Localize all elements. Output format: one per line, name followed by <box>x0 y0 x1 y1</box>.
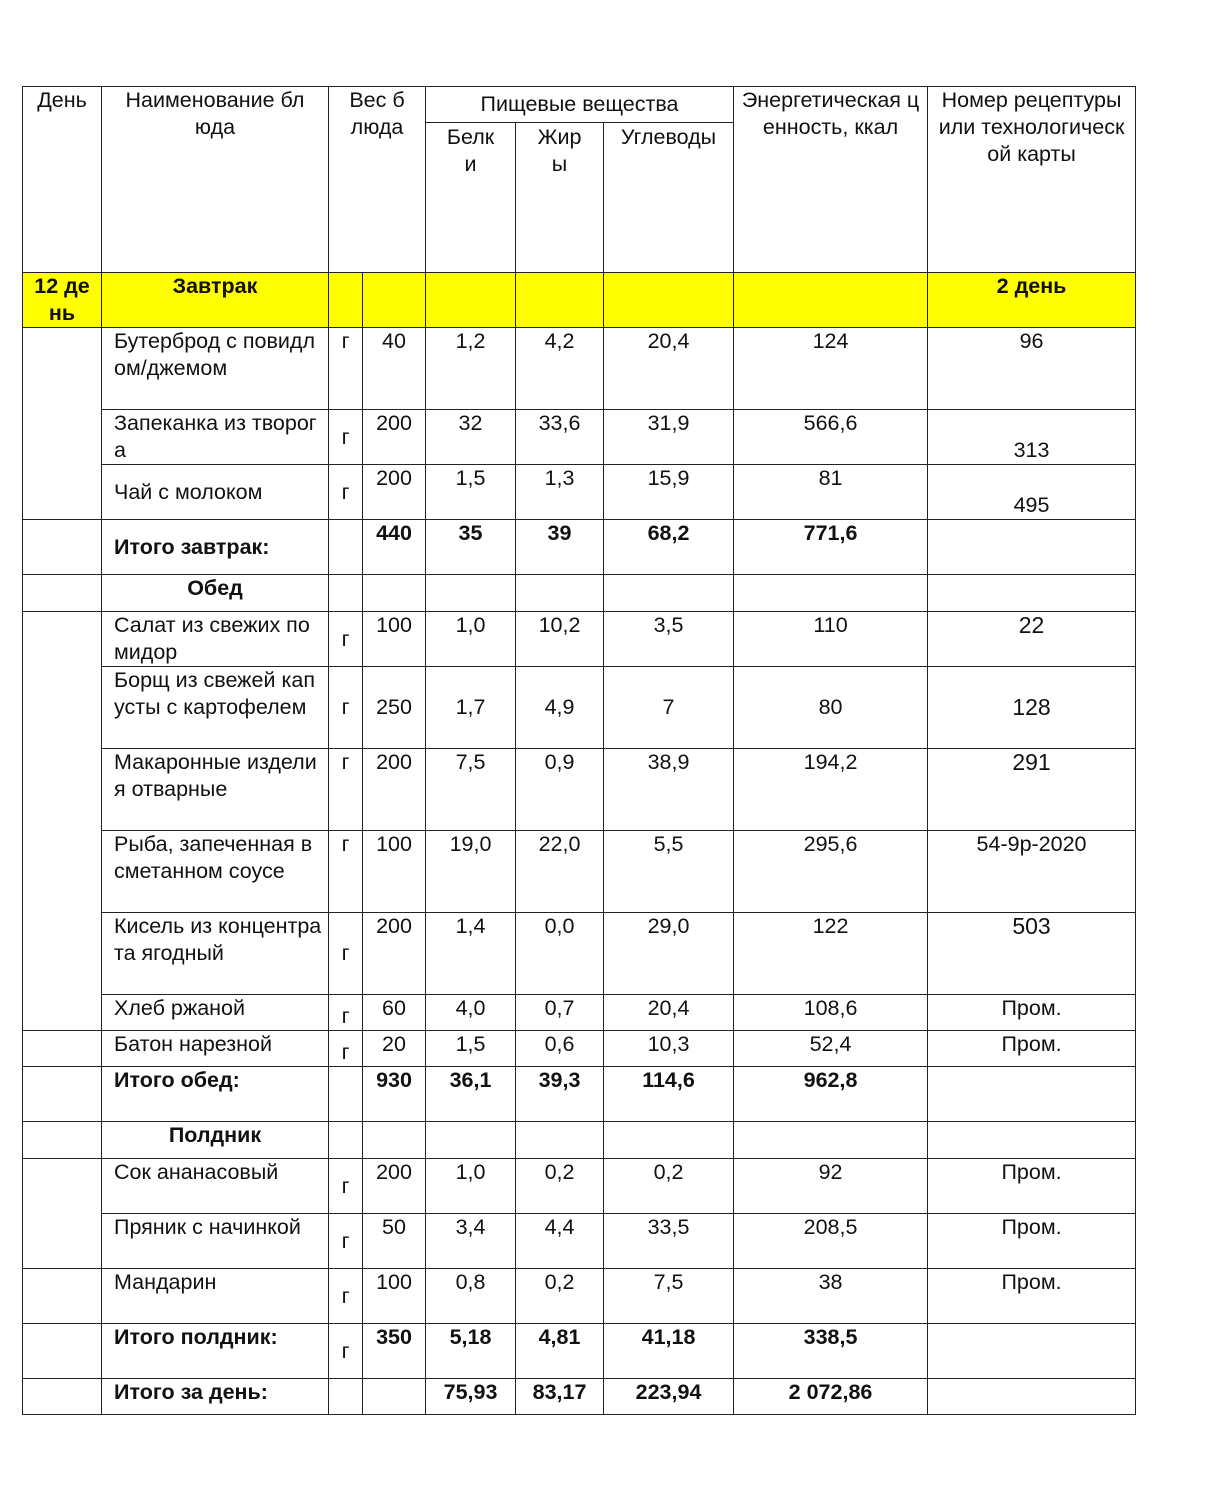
unit: г <box>329 328 363 410</box>
dish-name: Мандарин <box>102 1269 329 1324</box>
proteins: 4,0 <box>426 995 516 1031</box>
total-energy: 771,6 <box>734 520 928 575</box>
recipe: 96 <box>928 328 1136 410</box>
unit: г <box>329 1031 363 1067</box>
energy: 194,2 <box>734 749 928 831</box>
table-row <box>23 913 1136 995</box>
header-recipe: Номер рецептуры или технологической карты <box>928 87 1136 273</box>
day-total-energy: 2 072,86 <box>734 1379 928 1415</box>
energy: 92 <box>734 1159 928 1214</box>
energy: 124 <box>734 328 928 410</box>
meal-title-snack: Полдник <box>102 1122 329 1159</box>
total-row-day <box>23 1379 1136 1415</box>
day-total-label: Итого за день: <box>102 1379 329 1415</box>
total-carbs: 68,2 <box>604 520 734 575</box>
dish-name: Салат из свежих помидор <box>102 612 329 667</box>
header-weight: Вес блюда <box>329 87 426 273</box>
dish-name: Бутерброд с повидлом/джемом <box>102 328 329 410</box>
day-total-carbs: 223,94 <box>604 1379 734 1415</box>
carbs: 31,9 <box>604 410 734 465</box>
proteins: 32 <box>426 410 516 465</box>
header-nutrients: Пищевые вещества <box>426 87 734 123</box>
total-row-breakfast <box>23 520 1136 575</box>
fats: 0,9 <box>516 749 604 831</box>
weight: 200 <box>363 913 426 995</box>
total-weight: 440 <box>363 520 426 575</box>
table-row <box>23 749 1136 831</box>
dish-name: Рыба, запеченная в сметанном соусе <box>102 831 329 913</box>
table-row <box>23 1214 1136 1269</box>
table-row <box>23 328 1136 410</box>
fats: 0,2 <box>516 1159 604 1214</box>
recipe: Пром. <box>928 1031 1136 1067</box>
fats: 1,3 <box>516 465 604 520</box>
proteins: 0,8 <box>426 1269 516 1324</box>
fats: 22,0 <box>516 831 604 913</box>
recipe: 128 <box>928 667 1136 749</box>
recipe: 313 <box>928 410 1136 465</box>
energy: 52,4 <box>734 1031 928 1067</box>
fats: 0,0 <box>516 913 604 995</box>
carbs: 0,2 <box>604 1159 734 1214</box>
dish-name: Хлеб ржаной <box>102 995 329 1031</box>
weight: 250 <box>363 667 426 749</box>
header-day: День <box>23 87 102 273</box>
total-label: Итого завтрак: <box>102 520 329 575</box>
total-proteins: 35 <box>426 520 516 575</box>
carbs: 7 <box>604 667 734 749</box>
recipe: Пром. <box>928 1159 1136 1214</box>
fats: 0,2 <box>516 1269 604 1324</box>
total-row-lunch <box>23 1067 1136 1122</box>
unit: г <box>329 913 363 995</box>
energy: 208,5 <box>734 1214 928 1269</box>
proteins: 1,5 <box>426 1031 516 1067</box>
recipe: 495 <box>928 465 1136 520</box>
recipe: Пром. <box>928 1214 1136 1269</box>
proteins: 3,4 <box>426 1214 516 1269</box>
meal-section-lunch <box>23 575 1136 612</box>
weight: 200 <box>363 749 426 831</box>
total-carbs: 41,18 <box>604 1324 734 1379</box>
table-row <box>23 410 1136 465</box>
header-carbs: Углеводы <box>604 123 734 273</box>
energy: 295,6 <box>734 831 928 913</box>
energy: 108,6 <box>734 995 928 1031</box>
total-label: Итого обед: <box>102 1067 329 1122</box>
day-total-proteins: 75,93 <box>426 1379 516 1415</box>
fats: 4,2 <box>516 328 604 410</box>
table-row <box>23 612 1136 667</box>
recipe: 503 <box>928 913 1136 995</box>
dish-name: Сок ананасовый <box>102 1159 329 1214</box>
proteins: 7,5 <box>426 749 516 831</box>
recipe-day-note: 2 день <box>928 273 1136 328</box>
energy: 566,6 <box>734 410 928 465</box>
fats: 33,6 <box>516 410 604 465</box>
carbs: 20,4 <box>604 328 734 410</box>
day-number: 12 день <box>23 273 102 328</box>
recipe: 291 <box>928 749 1136 831</box>
carbs: 33,5 <box>604 1214 734 1269</box>
dish-name: Пряник с начинкой <box>102 1214 329 1269</box>
weight: 50 <box>363 1214 426 1269</box>
unit: г <box>329 1269 363 1324</box>
unit: г <box>329 1159 363 1214</box>
weight: 100 <box>363 1269 426 1324</box>
proteins: 1,4 <box>426 913 516 995</box>
table-row <box>23 1159 1136 1214</box>
carbs: 7,5 <box>604 1269 734 1324</box>
unit: г <box>329 410 363 465</box>
proteins: 1,7 <box>426 667 516 749</box>
table-row <box>23 995 1136 1031</box>
energy: 80 <box>734 667 928 749</box>
proteins: 19,0 <box>426 831 516 913</box>
meal-title-lunch: Обед <box>102 575 329 612</box>
fats: 4,4 <box>516 1214 604 1269</box>
carbs: 38,9 <box>604 749 734 831</box>
recipe: 54-9р-2020 <box>928 831 1136 913</box>
weight: 100 <box>363 831 426 913</box>
proteins: 1,5 <box>426 465 516 520</box>
weight: 100 <box>363 612 426 667</box>
energy: 38 <box>734 1269 928 1324</box>
table-row <box>23 1269 1136 1324</box>
table-row <box>23 1031 1136 1067</box>
unit: г <box>329 465 363 520</box>
header-energy: Энергетическая ценность, ккал <box>734 87 928 273</box>
header-proteins: Белки <box>426 123 516 273</box>
total-weight: 930 <box>363 1067 426 1122</box>
total-weight: 350 <box>363 1324 426 1379</box>
weight: 200 <box>363 1159 426 1214</box>
unit: г <box>329 667 363 749</box>
menu-table <box>22 86 1136 1415</box>
unit: г <box>329 831 363 913</box>
unit: г <box>329 995 363 1031</box>
day-row <box>23 273 1136 328</box>
carbs: 20,4 <box>604 995 734 1031</box>
unit: г <box>329 749 363 831</box>
weight: 60 <box>363 995 426 1031</box>
proteins: 1,0 <box>426 1159 516 1214</box>
meal-title-breakfast: Завтрак <box>102 273 329 328</box>
header-dish-name: Наименование блюда <box>102 87 329 273</box>
fats: 0,7 <box>516 995 604 1031</box>
carbs: 29,0 <box>604 913 734 995</box>
total-fats: 39,3 <box>516 1067 604 1122</box>
total-proteins: 5,18 <box>426 1324 516 1379</box>
recipe: Пром. <box>928 1269 1136 1324</box>
fats: 10,2 <box>516 612 604 667</box>
carbs: 15,9 <box>604 465 734 520</box>
fats: 0,6 <box>516 1031 604 1067</box>
weight: 40 <box>363 328 426 410</box>
dish-name: Запеканка из творога <box>102 410 329 465</box>
unit: г <box>329 612 363 667</box>
energy: 81 <box>734 465 928 520</box>
total-carbs: 114,6 <box>604 1067 734 1122</box>
total-fats: 4,81 <box>516 1324 604 1379</box>
total-label: Итого полдник: <box>102 1324 329 1379</box>
recipe: Пром. <box>928 995 1136 1031</box>
weight: 200 <box>363 465 426 520</box>
dish-name: Батон нарезной <box>102 1031 329 1067</box>
proteins: 1,0 <box>426 612 516 667</box>
total-proteins: 36,1 <box>426 1067 516 1122</box>
weight: 20 <box>363 1031 426 1067</box>
carbs: 3,5 <box>604 612 734 667</box>
carbs: 5,5 <box>604 831 734 913</box>
table-row <box>23 667 1136 749</box>
total-energy: 962,8 <box>734 1067 928 1122</box>
header-fats: Жиры <box>516 123 604 273</box>
unit: г <box>329 1214 363 1269</box>
recipe: 22 <box>928 612 1136 667</box>
fats: 4,9 <box>516 667 604 749</box>
dish-name: Кисель из концентрата ягодный <box>102 913 329 995</box>
table-row <box>23 831 1136 913</box>
energy: 122 <box>734 913 928 995</box>
dish-name: Макаронные изделия отварные <box>102 749 329 831</box>
weight: 200 <box>363 410 426 465</box>
total-fats: 39 <box>516 520 604 575</box>
day-total-fats: 83,17 <box>516 1379 604 1415</box>
total-energy: 338,5 <box>734 1324 928 1379</box>
energy: 110 <box>734 612 928 667</box>
table-row <box>23 465 1136 520</box>
total-row-snack <box>23 1324 1136 1379</box>
dish-name: Чай с молоком <box>102 465 329 520</box>
carbs: 10,3 <box>604 1031 734 1067</box>
dish-name: Борщ из свежей капусты с картофелем <box>102 667 329 749</box>
meal-section-snack <box>23 1122 1136 1159</box>
total-unit: г <box>329 1324 363 1379</box>
proteins: 1,2 <box>426 328 516 410</box>
